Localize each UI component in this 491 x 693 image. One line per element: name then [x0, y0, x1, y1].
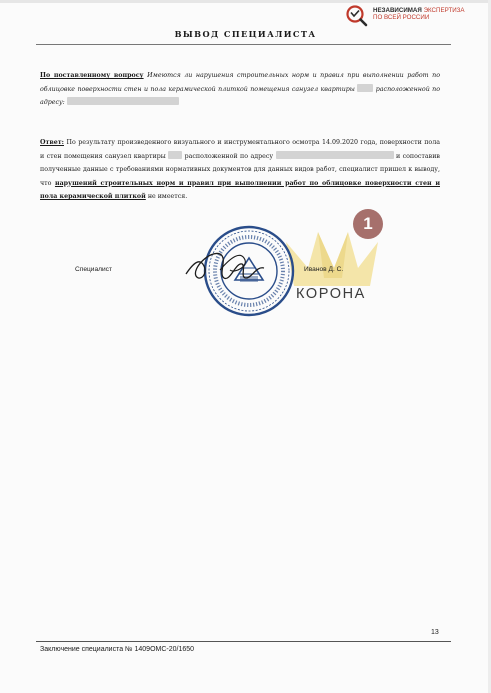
question-lead: По поставленному вопросу — [40, 72, 144, 79]
redacted-block — [357, 84, 373, 92]
question-paragraph — [40, 69, 440, 110]
redacted-block — [67, 97, 179, 105]
question-text-1: Имеются ли нарушения строительных норм и правил при выполнении работ по облицовке поверхности стен и пола керамической плиткой помещения санузел квартиры — [40, 72, 440, 93]
logo-text — [373, 7, 465, 22]
answer-text-2: расположенной по адресу — [184, 152, 274, 160]
scan-edge-top — [0, 0, 491, 3]
answer-lead: Ответ: — [40, 139, 64, 146]
answer-text-3: и сопоставив полученные данные с требованиями нормативных документов для данных видов работ, специалист пришел к выводу, что — [40, 152, 440, 187]
answer-emphasis: нарушений строительных норм и правил при выполнении работ по облицовке поверхности стен и пола керамической плиткой — [40, 179, 440, 201]
footer-rule — [36, 641, 451, 642]
specialist-label: Специалист — [75, 266, 112, 273]
redacted-block — [276, 151, 394, 159]
document-title: ВЫВОД СПЕЦИАЛИСТА — [174, 29, 317, 39]
handwritten-signature — [180, 244, 290, 290]
logo-line2: ПО ВСЕЙ РОССИИ — [373, 14, 430, 22]
company-logo — [346, 4, 482, 32]
answer-text-4: не имеется. — [147, 193, 188, 201]
question-text-2: расположенной по адресу: — [40, 85, 441, 107]
footer-text: Заключение специалиста № 1409ОМС-20/1650 — [40, 646, 195, 653]
magnifier-logo-icon — [346, 5, 368, 27]
page-number: 13 — [431, 629, 439, 636]
answer-text-1: По результату произведенного визуального и инструментального осмотра 14.09.2020 года, поверхности пола и стен помещения санузел квартиры — [40, 139, 440, 160]
answer-paragraph — [40, 136, 440, 204]
specialist-name: Иванов Д. С. — [304, 266, 344, 273]
redacted-block — [168, 151, 182, 159]
logo-line1-accent: ЭКСПЕРТИЗА — [423, 7, 465, 14]
number-badge: 1 — [353, 209, 383, 239]
title-rule — [36, 44, 451, 45]
logo-line1: НЕЗАВИСИМАЯ — [373, 7, 422, 14]
watermark-word: КОРОНА — [296, 286, 366, 302]
